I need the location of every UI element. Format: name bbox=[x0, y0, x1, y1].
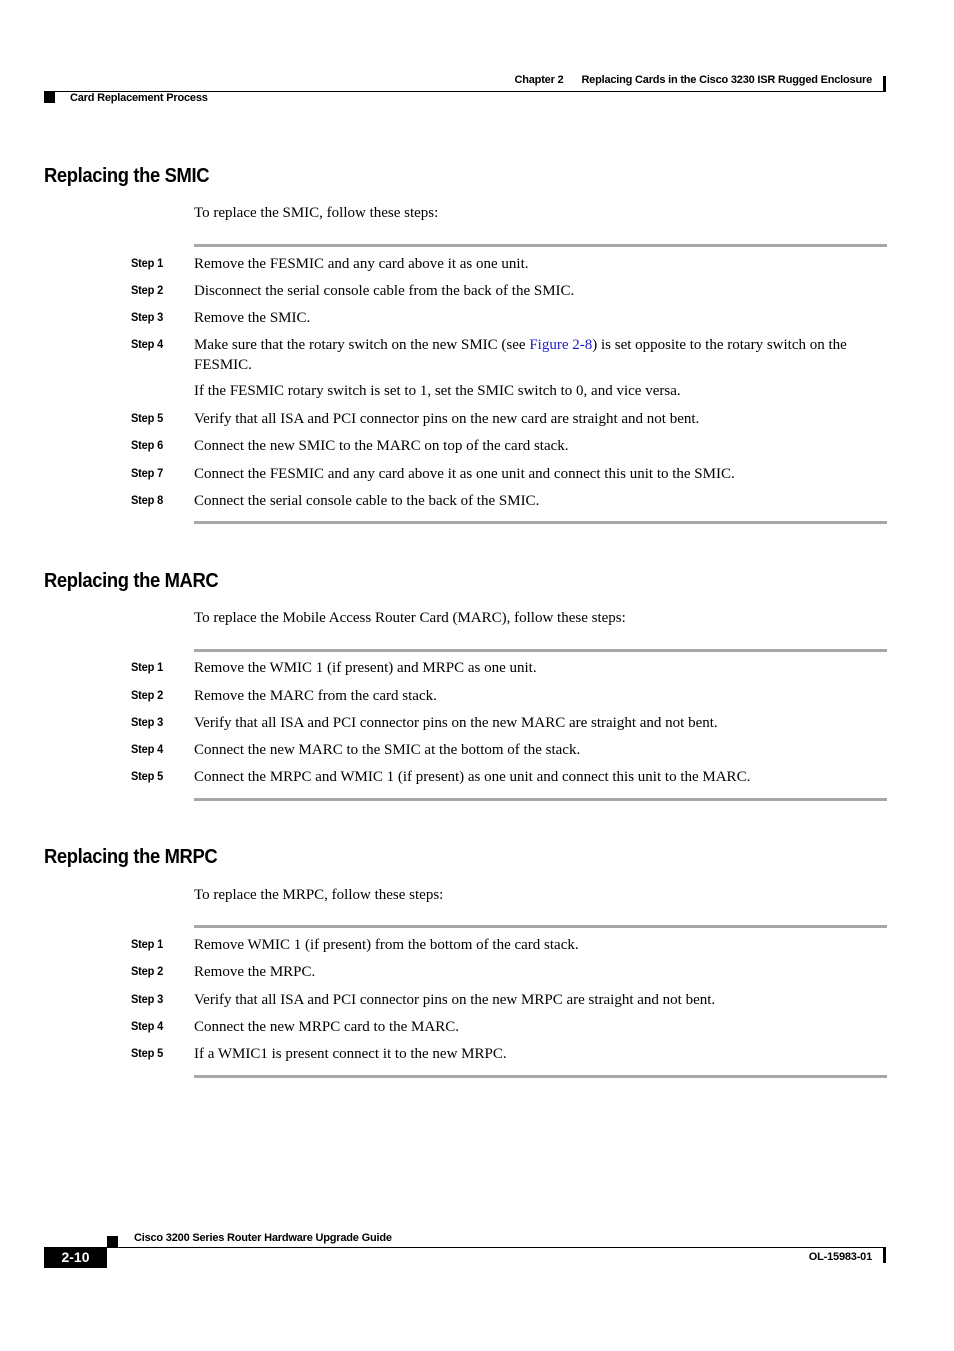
step-text: Remove the WMIC 1 (if present) and MRPC as one unit. bbox=[194, 660, 537, 676]
steps-top-rule bbox=[194, 925, 887, 928]
step-label: Step 8 bbox=[131, 493, 164, 507]
header-bar bbox=[883, 76, 886, 92]
step-text: Remove the MARC from the card stack. bbox=[194, 688, 437, 704]
steps-bottom-rule bbox=[194, 1075, 887, 1078]
step-label: Step 2 bbox=[131, 283, 164, 297]
footer-marker bbox=[107, 1236, 118, 1247]
step-text: Connect the new MARC to the SMIC at the bottom of the stack. bbox=[194, 742, 581, 758]
step-text-part: Make sure that the rotary switch on the new SMIC (see bbox=[194, 337, 530, 353]
step-label: Step 3 bbox=[131, 310, 164, 324]
step-text: Connect the MRPC and WMIC 1 (if present) as one unit and connect this unit to the MARC. bbox=[194, 769, 751, 785]
step-label: Step 3 bbox=[131, 715, 164, 729]
section-heading: Replacing the MARC bbox=[44, 570, 219, 592]
running-header bbox=[515, 74, 873, 86]
step-label: Step 7 bbox=[131, 466, 164, 480]
section-heading: Replacing the MRPC bbox=[44, 846, 218, 868]
step-text: Connect the FESMIC and any card above it as one unit and connect this unit to the SMIC. bbox=[194, 466, 735, 482]
section-intro: To replace the MRPC, follow these steps: bbox=[194, 887, 444, 903]
steps-top-rule bbox=[194, 244, 887, 247]
step-text: Remove WMIC 1 (if present) from the bottom of the card stack. bbox=[194, 937, 579, 953]
page-number: 2-10 bbox=[44, 1247, 107, 1268]
chapter-number: Chapter 2 bbox=[514, 74, 564, 86]
step-label: Step 4 bbox=[131, 742, 164, 756]
step-note: If the FESMIC rotary switch is set to 1, set the SMIC switch to 0, and vice versa. bbox=[194, 383, 681, 399]
section-intro: To replace the SMIC, follow these steps: bbox=[194, 205, 439, 221]
step-text: Remove the SMIC. bbox=[194, 310, 311, 326]
section-heading: Replacing the SMIC bbox=[44, 165, 210, 187]
step-text: Disconnect the serial console cable from the back of the SMIC. bbox=[194, 283, 575, 299]
step-text bbox=[194, 335, 886, 375]
step-label: Step 5 bbox=[131, 411, 164, 425]
step-label: Step 1 bbox=[131, 937, 164, 951]
footer-bar bbox=[883, 1248, 886, 1263]
chapter-title: Replacing Cards in the Cisco 3230 ISR Rugged Enclosure bbox=[581, 74, 872, 86]
footer-rule bbox=[107, 1247, 886, 1248]
step-label: Step 1 bbox=[131, 660, 164, 674]
step-label: Step 1 bbox=[131, 256, 164, 270]
header-section-title: Card Replacement Process bbox=[70, 92, 208, 104]
step-text: Verify that all ISA and PCI connector pins on the new MARC are straight and not bent. bbox=[194, 715, 718, 731]
doc-number: OL-15983-01 bbox=[808, 1251, 872, 1263]
step-label: Step 6 bbox=[131, 438, 164, 452]
header-marker bbox=[44, 92, 55, 103]
step-text-part: ) is set opposite to the rotary switch on the FESMIC. bbox=[194, 337, 847, 373]
step-text: Connect the new MRPC card to the MARC. bbox=[194, 1019, 459, 1035]
step-label: Step 5 bbox=[131, 769, 164, 783]
step-label: Step 5 bbox=[131, 1046, 164, 1060]
steps-bottom-rule bbox=[194, 521, 887, 524]
step-label: Step 3 bbox=[131, 992, 164, 1006]
steps-bottom-rule bbox=[194, 798, 887, 801]
step-text: Connect the new SMIC to the MARC on top of the card stack. bbox=[194, 438, 569, 454]
step-text: Remove the MRPC. bbox=[194, 964, 316, 980]
step-text: Remove the FESMIC and any card above it as one unit. bbox=[194, 256, 529, 272]
step-text: Verify that all ISA and PCI connector pins on the new MRPC are straight and not bent. bbox=[194, 992, 716, 1008]
step-label: Step 4 bbox=[131, 1019, 164, 1033]
steps-top-rule bbox=[194, 649, 887, 652]
step-label: Step 2 bbox=[131, 688, 164, 702]
section-intro: To replace the Mobile Access Router Card (MARC), follow these steps: bbox=[194, 610, 626, 626]
step-label: Step 2 bbox=[131, 964, 164, 978]
footer-guide-title: Cisco 3200 Series Router Hardware Upgrade Guide bbox=[134, 1232, 392, 1244]
step-text: Verify that all ISA and PCI connector pins on the new card are straight and not bent. bbox=[194, 411, 700, 427]
step-label: Step 4 bbox=[131, 337, 164, 351]
figure-link[interactable]: Figure 2-8 bbox=[529, 337, 593, 353]
step-text: Connect the serial console cable to the back of the SMIC. bbox=[194, 493, 540, 509]
step-text: If a WMIC1 is present connect it to the new MRPC. bbox=[194, 1046, 507, 1062]
